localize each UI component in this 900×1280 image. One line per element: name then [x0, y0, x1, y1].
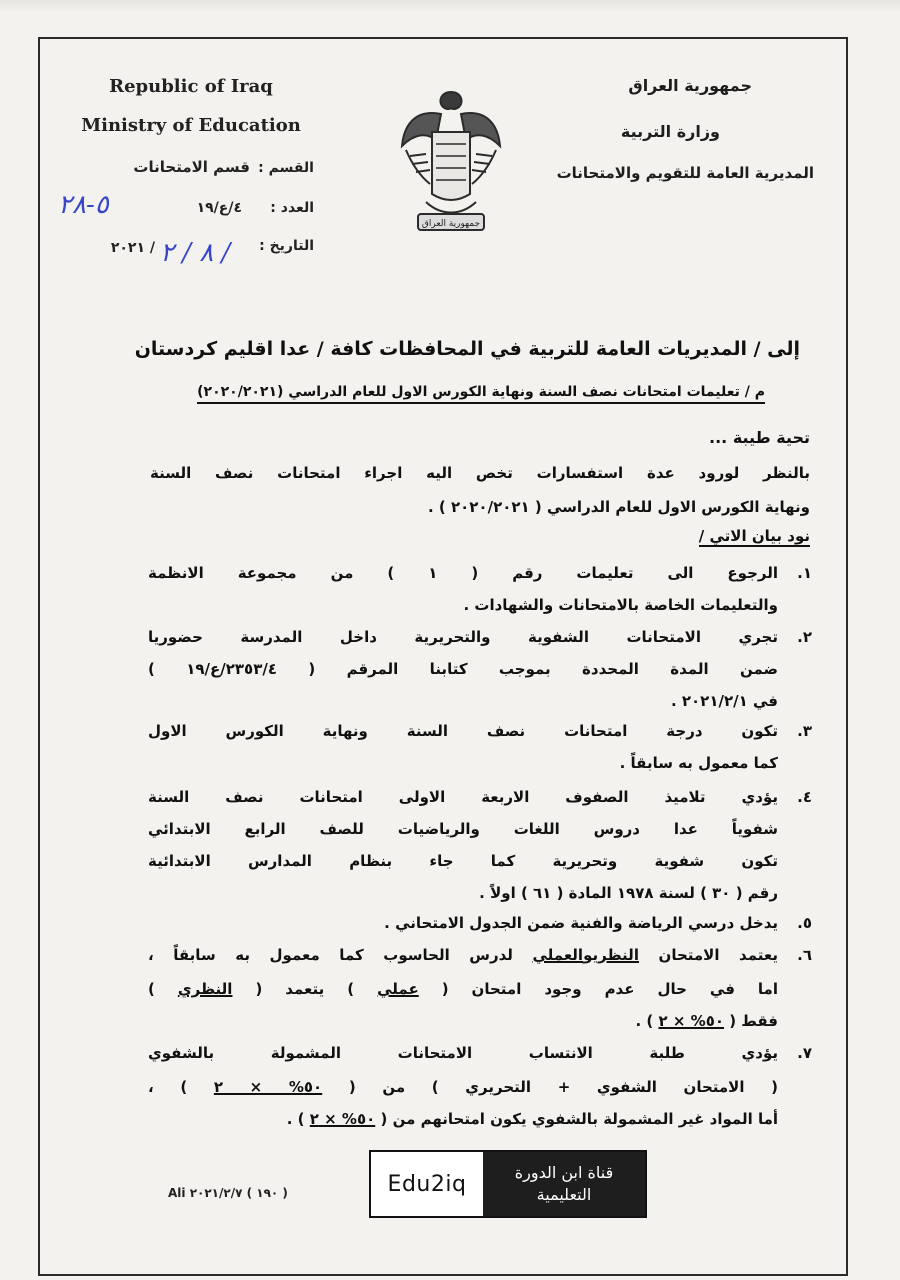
brand-arabic	[483, 1152, 645, 1216]
subject-line: م / تعليمات امتحانات نصف السنة ونهاية الكورس الاول للعام الدراسي (٢٠٢٠/٢٠٢١)	[197, 384, 765, 404]
item-6-line-1	[148, 946, 778, 964]
emblem-banner-text: جمهورية العراق	[421, 219, 481, 229]
item-7-line-3	[218, 1110, 778, 1128]
item-6-l2-c: )	[148, 980, 155, 998]
field-dept-label: القسم :	[258, 160, 314, 176]
item-7-l2-a: ( الامتحان الشفوي + التحريري ) من (	[348, 1078, 778, 1096]
item-6-l3-b: ) .	[635, 1012, 654, 1030]
item-3-number: ٣.	[797, 722, 812, 740]
brand-edu2iq: Edu2iq	[371, 1152, 483, 1216]
item-7-l3-ratio: ٥٠% × ٢	[309, 1110, 376, 1128]
brand-arabic-line-2: التعليمية	[536, 1185, 592, 1204]
item-4-line-1: يؤدي تلاميذ الصفوف الاربعة الاولى امتحانات نصف السنة	[148, 788, 778, 806]
item-1-line-1: الرجوع الى تعليمات رقم ( ١ ) من مجموعة الانظمة	[148, 564, 778, 582]
item-7-line-1: يؤدي طلبة الانتساب الامتحانات المشمولة بالشفوي	[148, 1044, 778, 1062]
page-edge	[0, 0, 900, 12]
field-dept-value: قسم الامتحانات	[133, 158, 250, 176]
item-6-l3-ratio: ٥٠% × ٢	[658, 1012, 724, 1030]
item-1-number: ١.	[797, 564, 812, 582]
items-heading: نود بيان الاتي /	[698, 527, 810, 545]
item-6-l2-theoretical: النظري	[177, 980, 233, 998]
intro-line-2: ونهاية الكورس الاول للعام الدراسي ( ٢٠٢٠/٢٠٢١ ) .	[427, 498, 810, 516]
item-7-number: ٧.	[797, 1044, 812, 1062]
header-en-republic: Republic of Iraq	[109, 76, 273, 97]
item-6-number: ٦.	[797, 946, 812, 964]
header-ar-ministry: وزارة التربية	[620, 122, 720, 141]
item-2-number: ٢.	[797, 628, 812, 646]
header-en-ministry: Ministry of Education	[81, 115, 301, 136]
item-6-line-3	[578, 1012, 778, 1030]
item-7-l3-a: أما المواد غير المشمولة بالشفوي يكون امتحانهم من (	[380, 1110, 778, 1128]
handwritten-date: ٨ / ٢ /	[160, 238, 231, 268]
item-6-l2-a: اما في حال عدم وجود امتحان (	[441, 980, 778, 998]
item-6-line-2	[148, 980, 778, 998]
item-7-l2-b: ) ،	[148, 1078, 188, 1096]
item-4-line-4: رقم ( ٣٠ ) لسنة ١٩٧٨ المادة ( ٦١ ) اولاً .	[479, 884, 778, 902]
item-4-line-3: تكون شفوية وتحريرية كما جاء بنظام المدارس الابتدائية	[148, 852, 778, 870]
item-7-l2-ratio: ٥٠% × ٢	[213, 1078, 323, 1096]
item-6-text-c: لدرس الحاسوب كما معمول به سابقاً ،	[148, 946, 513, 964]
item-4-number: ٤.	[797, 788, 812, 806]
field-date-label: التاريخ :	[259, 238, 314, 254]
item-3-line-1: تكون درجة امتحانات نصف السنة ونهاية الكورس الاول	[148, 722, 778, 740]
brand-arabic-line-1: قناة ابن الدورة	[514, 1163, 614, 1182]
channel-watermark	[369, 1150, 647, 1218]
field-number-value: ٤/ع/١٩	[196, 200, 242, 216]
greeting: تحية طيبة ...	[709, 428, 810, 447]
item-2-line-1: تجري الامتحانات الشفوية والتحريرية داخل المدرسة حضوريا	[148, 628, 778, 646]
item-2-line-2: ضمن المدة المحددة بموجب كتابنا المرقم ( ٢٣٥٣/٤/ع/١٩ )	[148, 660, 779, 678]
item-6-text-a: يعتمد الامتحان	[658, 946, 778, 964]
item-1-line-2: والتعليمات الخاصة بالامتحانات والشهادات .	[463, 596, 778, 614]
intro-line-1: بالنظر لورود عدة استفسارات تخص اليه اجراء امتحانات نصف السنة	[150, 464, 810, 482]
field-date-value: / ٢٠٢١	[110, 240, 155, 256]
header-ar-republic: جمهورية العراق	[628, 76, 752, 95]
iraq-eagle-emblem	[396, 84, 506, 244]
item-6-practical: العملي	[532, 946, 584, 964]
item-5-line-1: يدخل درسي الرياضة والفنية ضمن الجدول الامتحاني .	[384, 914, 778, 932]
item-6-l3-a: فقط (	[729, 1012, 778, 1030]
item-6-l2-practical: عملي	[377, 980, 419, 998]
reference-footer: ( ١٩٠ ) ٢٠٢١/٢/٧ Ali	[168, 1186, 288, 1200]
item-4-line-2: شفوياً عدا دروس اللغات والرياضيات للصف الرابع الابتدائي	[148, 820, 778, 838]
item-6-and: و	[583, 946, 593, 964]
handwritten-number: ٥-٢٨	[58, 190, 109, 220]
item-5-number: ٥.	[797, 914, 812, 932]
item-6-l2-b: ) يتعمد (	[255, 980, 355, 998]
item-7-line-2	[148, 1078, 778, 1096]
field-number-label: العدد :	[270, 200, 314, 216]
item-2-line-3: في ٢٠٢١/٢/١ .	[670, 692, 778, 710]
item-7-l3-b: ) .	[286, 1110, 305, 1128]
header-ar-directorate: المديرية العامة للتقويم والامتحانات	[556, 164, 814, 182]
addressee: إلى / المديريات العامة للتربية في المحافظات كافة / عدا اقليم كردستان	[134, 338, 800, 360]
item-6-theoretical: النظري	[592, 946, 639, 964]
item-3-line-2: كما معمول به سابقاً .	[619, 754, 778, 772]
